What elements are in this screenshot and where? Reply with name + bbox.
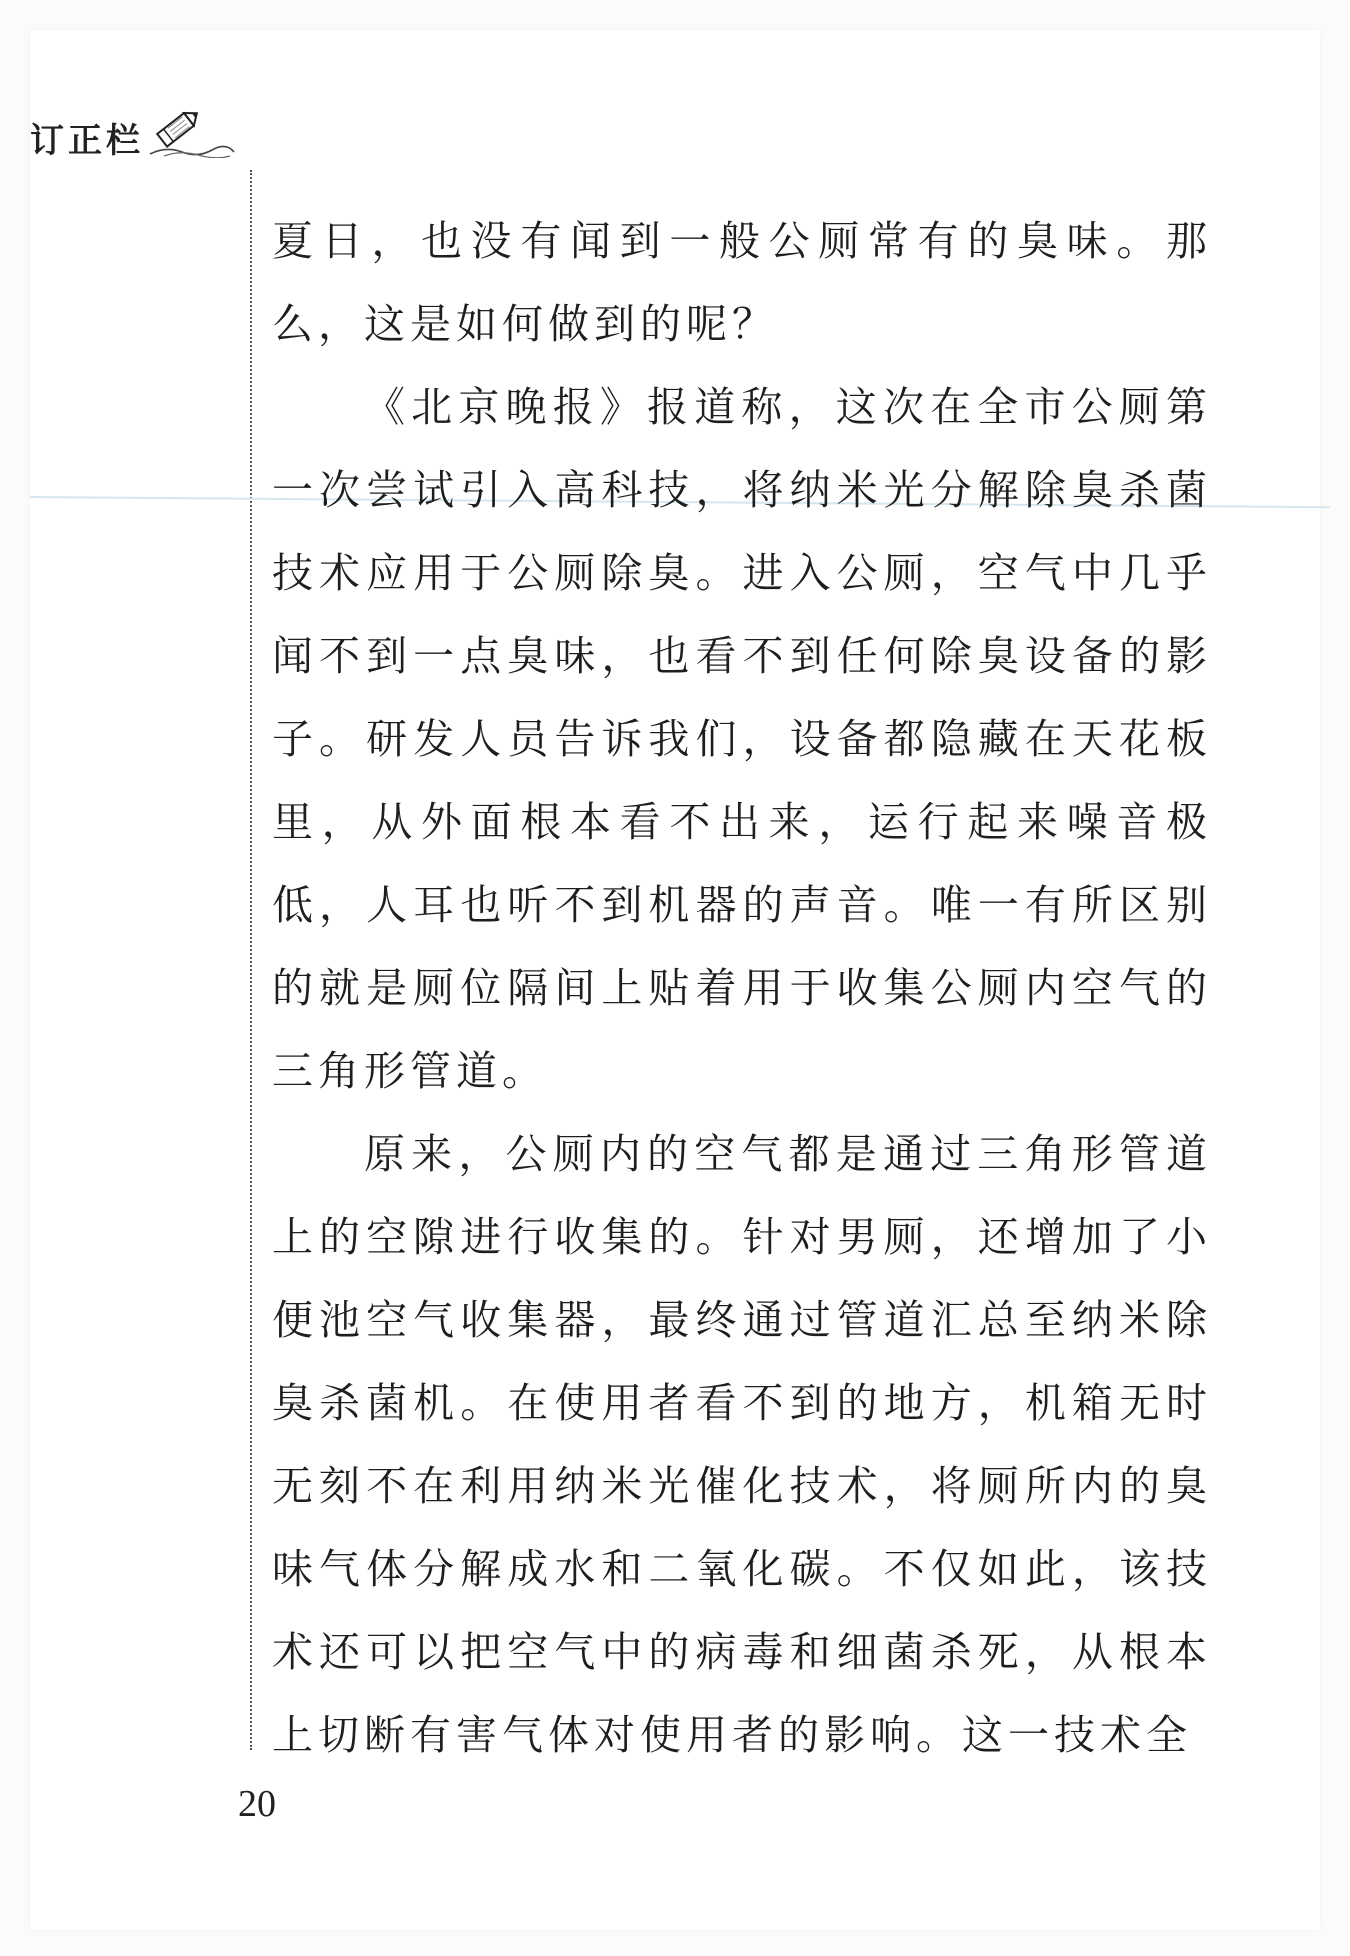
page-number: 20 xyxy=(238,1783,276,1825)
correction-column-divider xyxy=(250,170,252,1750)
correction-column-title: 订正栏 xyxy=(30,121,144,161)
article-body xyxy=(272,200,1212,1777)
paragraph-3: 原来，公厕内的空气都是通过三角形管道上的空隙进行收集的。针对男厕，还增加了小便池空气收集器，最终通过管道汇总至纳米除臭杀菌机。在使用者看不到的地方，机箱无时无刻不在利用纳米光催化技术，将厕所内的臭味气体分解成水和二氧化碳。不仅如此，该技术还可以把空气中的病毒和细菌杀死，从根本上切断有害气体对使用者的影响。这一技术全 xyxy=(272,1130,1212,1759)
correction-column-header xyxy=(30,108,236,161)
paragraph-2: 《北京晚报》报道称，这次在全市公厕第一次尝试引入高科技，将纳米光分解除臭杀菌技术应用于公厕除臭。进入公厕，空气中几乎闻不到一点臭味，也看不到任何除臭设备的影子。研发人员告诉我们，设备都隐藏在天花板里，从外面根本看不出来，运行起来噪音极低，人耳也听不到机器的声音。唯一有所区别的就是厕位隔间上贴着用于收集公厕内空气的三角形管道。 xyxy=(272,383,1212,1095)
paragraph-1: 夏日，也没有闻到一般公厕常有的臭味。那么，这是如何做到的呢？ xyxy=(272,217,1212,348)
pencil-icon xyxy=(146,102,236,158)
